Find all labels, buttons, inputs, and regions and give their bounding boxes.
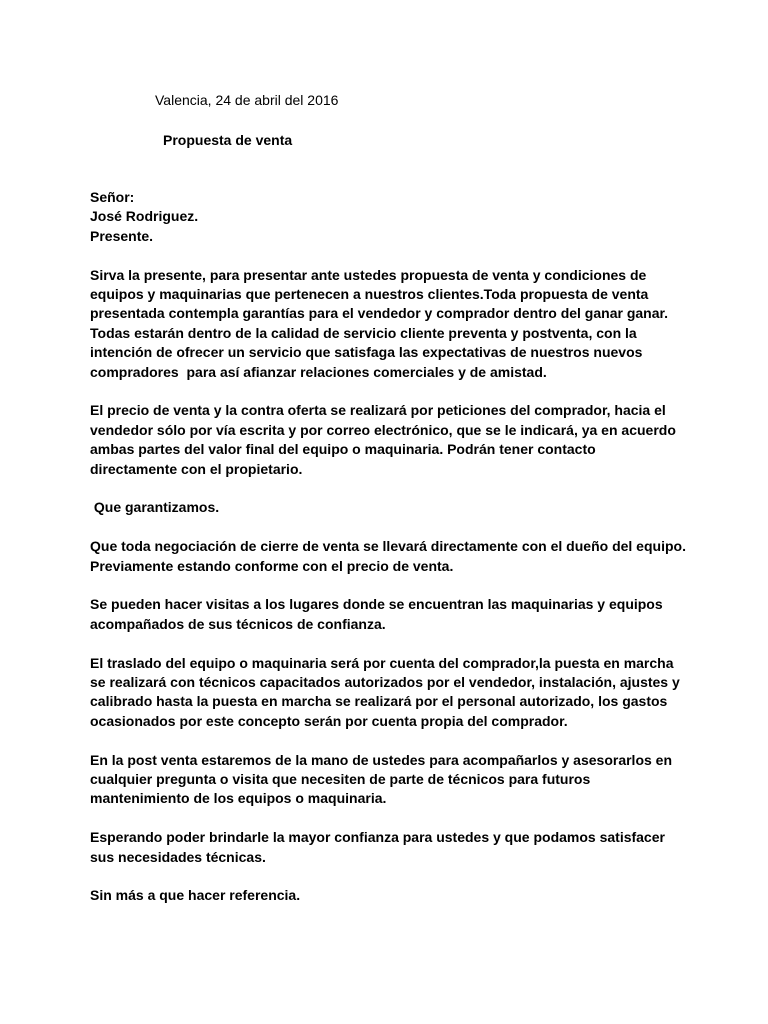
date-line: Valencia, 24 de abril del 2016 xyxy=(155,92,339,108)
paragraph-line: Sirva la presente, para presentar ante ustedes propuesta de venta y condiciones de xyxy=(90,266,647,283)
recipient-salutation: Señor: xyxy=(90,189,135,205)
letter-body xyxy=(90,188,690,925)
paragraph-line: directamente con el propietario. xyxy=(90,460,303,477)
subject-heading: Propuesta de venta xyxy=(163,132,293,148)
paragraph-closing-hope xyxy=(90,828,690,867)
paragraph-line: El traslado del equipo o maquinaria será por cuenta del comprador,la puesta en marcha xyxy=(90,654,674,671)
paragraph-line: vendedor sólo por vía escrita y por correo electrónico, que se le indicará, ya en acuerdo xyxy=(90,421,676,438)
paragraph-line: mantenimiento de los equipos o maquinaria. xyxy=(90,790,387,807)
paragraph-line: Todas estarán dentro de la calidad de servicio cliente preventa y postventa, con la xyxy=(90,324,637,341)
paragraph-line: Se pueden hacer visitas a los lugares donde se encuentran las maquinarias y equipos xyxy=(90,596,663,613)
paragraph-line: ocasionados por este concepto serán por cuenta propia del comprador. xyxy=(90,712,568,729)
paragraph-line: acompañados de sus técnicos de confianza. xyxy=(90,615,386,632)
recipient-block xyxy=(90,188,690,246)
paragraph-line: Esperando poder brindarle la mayor confianza para ustedes y que podamos satisfacer xyxy=(90,829,665,846)
paragraph-line: compradores para así afianzar relaciones comerciales y de amistad. xyxy=(90,363,547,380)
paragraph-line: cualquier pregunta o visita que necesiten de parte de técnicos para futuros xyxy=(90,771,591,788)
paragraph-line: El precio de venta y la contra oferta se realizará por peticiones del comprador, hacia el xyxy=(90,402,666,419)
paragraph-visits xyxy=(90,595,690,634)
paragraph-line: sus necesidades técnicas. xyxy=(90,848,266,865)
paragraph-line: calibrado hasta la puesta en marcha se realizará por el personal autorizado, los gastos xyxy=(90,693,668,710)
paragraph-line: Previamente estando conforme con el precio de venta. xyxy=(90,557,454,574)
paragraph-negotiation xyxy=(90,537,690,576)
paragraph-line: Sin más a que hacer referencia. xyxy=(90,887,301,904)
paragraph-transport xyxy=(90,654,690,732)
paragraph-closing xyxy=(90,886,690,905)
paragraph-line: Que garantizamos. xyxy=(90,499,220,516)
paragraph-line: Que toda negociación de cierre de venta se llevará directamente con el dueño del equipo. xyxy=(90,538,686,555)
recipient-presente: Presente. xyxy=(90,227,154,244)
paragraph-intro xyxy=(90,266,690,382)
paragraph-guarantee-heading xyxy=(90,498,690,517)
paragraph-line: se realizará con técnicos capacitados autorizados por el vendedor, instalación, ajustes y xyxy=(90,674,680,691)
paragraph-line: En la post venta estaremos de la mano de ustedes para acompañarlos y asesorarlos en xyxy=(90,751,673,768)
paragraph-postsale xyxy=(90,751,690,809)
paragraph-line: ambas partes del valor final del equipo o maquinaria. Podrán tener contacto xyxy=(90,441,596,458)
paragraph-line: equipos y maquinarias que pertenecen a nuestros clientes.Toda propuesta de venta xyxy=(90,286,649,303)
recipient-name: José Rodriguez. xyxy=(90,208,199,225)
paragraph-price xyxy=(90,401,690,479)
paragraph-line: presentada contempla garantías para el vendedor y comprador dentro del ganar ganar. xyxy=(90,305,669,322)
paragraph-line: intención de ofrecer un servicio que satisfaga las expectativas de nuestros nuevos xyxy=(90,344,643,361)
